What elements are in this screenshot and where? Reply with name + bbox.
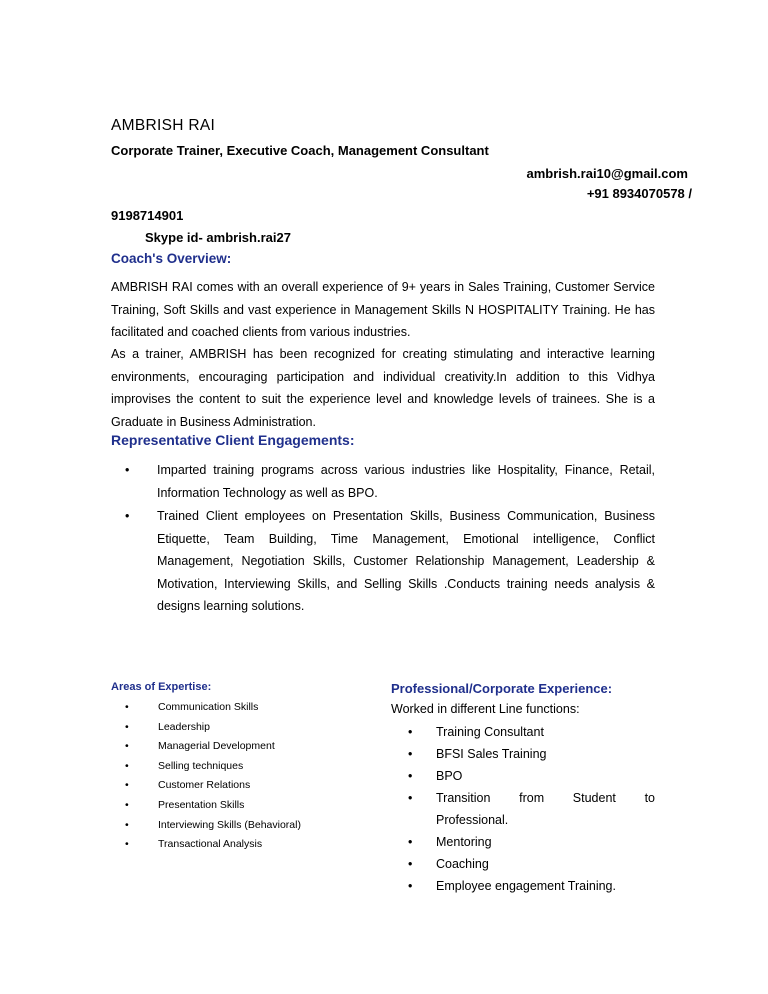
clients-list [111,459,655,619]
bullet-icon: • [125,740,129,753]
clients-heading: Representative Client Engagements: [111,432,355,448]
candidate-name: AMBRISH RAI [111,117,216,134]
list-item [111,737,301,757]
list-item [111,796,301,816]
contact-phone-line1: +91 8934070578 / [586,186,692,201]
list-item-text: Transition from Student to Professional. [436,791,655,827]
bullet-icon: • [408,725,413,739]
list-item [111,698,301,718]
list-item-text: BPO [436,769,463,783]
list-item [391,787,655,831]
list-item-text: Communication Skills [158,701,259,713]
bullet-icon: • [408,835,413,849]
candidate-subtitle: Corporate Trainer, Executive Coach, Management Consultant [111,143,489,158]
professional-intro: Worked in different Line functions: [391,702,580,716]
contact-phone-line2: 9198714901 [111,208,184,223]
list-item [391,765,655,787]
list-item-text: Interviewing Skills (Behavioral) [158,818,301,831]
list-item-text: BFSI Sales Training [436,747,547,761]
overview-paragraph-1: AMBRISH RAI comes with an overall experience of 9+ years in Sales Training, Customer Service Training, Soft Skills and vast experience in Management Skills N HOSPITALITY Training. He has facilitated and coached clients from various industries. [111,280,655,339]
list-item-text: Transactional Analysis [158,838,263,851]
list-item-text: Leadership [158,720,210,733]
bullet-icon: • [125,701,129,713]
bullet-icon: • [125,509,130,523]
bullet-icon: • [408,791,413,805]
bullet-icon: • [408,747,413,761]
areas-heading: Areas of Expertise: [111,681,212,693]
list-item-text: Employee engagement Training. [436,879,616,893]
list-item-text: Mentoring [436,835,492,849]
list-item-text: Imparted training programs across various industries like Hospitality, Finance, Retail, Information Technology as well as BPO. [157,463,655,500]
list-item-text: Managerial Development [158,740,275,753]
bullet-icon: • [408,769,413,783]
bullet-icon: • [408,879,413,893]
list-item-text: Selling techniques [158,759,244,772]
bullet-icon: • [125,779,129,792]
overview-heading: Coach's Overview: [111,251,232,266]
bullet-icon: • [125,720,129,733]
list-item-text: Coaching [436,857,489,871]
list-item-text: Training Consultant [436,725,544,739]
list-item-text: Customer Relations [158,779,251,792]
bullet-icon: • [125,838,129,851]
professional-heading: Professional/Corporate Experience: [391,681,613,696]
list-item [391,853,655,875]
bullet-icon: • [125,798,129,811]
list-item [111,835,301,855]
list-item [391,721,655,743]
bullet-icon: • [408,857,413,871]
contact-email: ambrish.rai10@gmail.com [526,166,688,181]
contact-skype: Skype id- ambrish.rai27 [145,230,291,245]
list-item [111,505,655,618]
bullet-icon: • [125,759,129,772]
list-item-text: Trained Client employees on Presentation Skills, Business Communication, Business Etiquette, Team Building, Time Management, Emotional intelligence, Conflict Management, Negotiation Skills, Customer Relationship Management, Leadership & Motivation, Interviewing Skills, and Selling Skills .Conducts training needs analysis & designs learning solutions. [157,509,655,613]
list-item [111,816,301,836]
professional-list [391,721,655,897]
list-item [111,757,301,777]
list-item [391,831,655,853]
list-item [391,875,655,897]
list-item-text: Presentation Skills [158,798,245,811]
overview-paragraph-2: As a trainer, AMBRISH has been recognized for creating stimulating and interactive learning environments, encouraging participation and individual creativity.In addition to this Vidhya improvises the content to suit the experience level and knowledge levels of trainees. She is a Graduate in Business Administration. [111,347,655,429]
bullet-icon: • [125,463,130,477]
list-item [111,459,655,504]
list-item [391,743,655,765]
areas-list [111,698,301,855]
list-item [111,776,301,796]
list-item [111,718,301,738]
bullet-icon: • [125,818,129,831]
